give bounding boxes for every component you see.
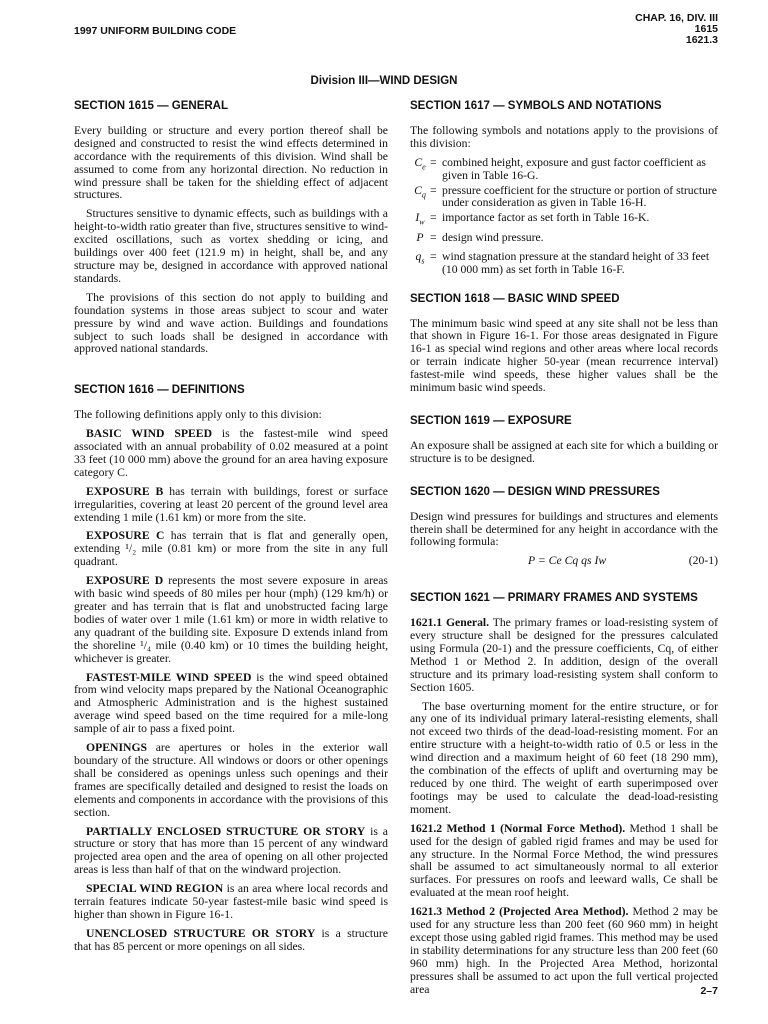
section-spacer [74,362,388,384]
definition-term: OPENINGS [86,741,148,755]
definition-item [74,428,388,480]
right-column [410,100,718,1003]
definition-text: is the fastest-mile wind speed associated with an annual probability of 0.02 measured at a point 33 feet (10 000 mm) above the ground for an area having exposure category C. [74,427,388,479]
section-spacer [410,401,718,415]
definition-text: is the wind speed obtained from wind velocity maps prepared by the National Oceanographic and Atmospheric Administration and is the highest sustained average wind speed based on the time required for a mile-long sample of air to pass a fixed point. [74,670,388,736]
section-1615-heading: SECTION 1615 — GENERAL [74,100,229,112]
section-spacer [410,279,718,293]
header-chapter: CHAP. 16, DIV. III [635,12,718,24]
left-column [74,100,388,960]
definitions-intro: The following definitions apply only to this division: [74,408,322,422]
symbol: P [416,230,424,244]
division-title: Division III—WIND DESIGN [310,75,458,87]
subsection-title: 1621.1 General. [410,616,490,630]
section-1615-paragraph: Structures sensitive to dynamic effects, such as buildings with a height-to-width ratio greater than five, structures sensitive to wind-excited oscillations, such as vortex shedding or icing, and buildings over 400 feet (121.9 m) in height, shall be, and any structure may be, designed in accordance with approved national standards. [74,207,388,285]
definition-text: represents the most severe exposure in areas with basic wind speeds of 80 miles per hour (mph) (129 km/h) or greater and has terrain that is flat and unobstructed facing large bodies of water over 1 mile (1.61 km) or more in width relative to any quadrant of the building site. Exposure D extends inland from the shoreline ¹/₄ mile (0.40 km) or 10 times the building height, whichever is greater. [74,574,388,665]
definition-term: FASTEST-MILE WIND SPEED [86,670,252,684]
definition-term: BASIC WIND SPEED [86,427,213,441]
section-1620-paragraph: Design wind pressures for buildings and structures and elements therein shall be determined for any height in accordance with the following formula: [410,509,718,549]
definition-term: EXPOSURE C [86,529,165,543]
subsection-title: 1621.3 Method 2 (Projected Area Method). [410,905,629,919]
section-1617-heading: SECTION 1617 — SYMBOLS AND NOTATIONS [410,100,662,112]
symbol-row [410,157,718,183]
symbol-description: importance factor as set forth in Table 16-K. [442,211,650,225]
section-1619-heading: SECTION 1619 — EXPOSURE [410,414,572,427]
equals-sign: = [430,183,437,197]
equals-sign: = [430,230,437,244]
definition-item [74,742,388,819]
definition-item [74,575,388,665]
definition-term: SPECIAL WIND REGION [86,882,224,896]
definition-item [74,486,388,525]
definition-term: EXPOSURE D [86,574,164,588]
header-section-end: 1621.3 [685,34,718,46]
definition-item [74,826,388,878]
symbol: $q_s$ [415,249,425,266]
symbol: $C_e$ [414,155,426,172]
definition-term: PARTIALLY ENCLOSED STRUCTURE OR STORY [86,824,366,838]
section-1615-paragraph: Every building or structure and every portion thereof shall be designed and constructed to resist the wind effects determined in accordance with the requirements of this division. Wind shall be assumed to come from any horizontal direction. No reduction in wind pressure shall be taken for the shielding effect of adjacent structures. [74,123,388,202]
formula-20-1 [410,555,718,568]
symbols-intro: The following symbols and notations apply to the provisions of this division: [410,123,718,150]
subsection-title: 1621.2 Method 1 (Normal Force Method). [410,821,626,835]
definition-term: UNENCLOSED STRUCTURE OR STORY [86,926,316,940]
section-spacer [410,578,718,592]
symbol-description: design wind pressure. [442,230,544,244]
equals-sign: = [430,211,437,225]
subsection-text: Method 2 may be used for any structure less than 200 feet (60 960 mm) in height except those using gabled rigid frames. This method may be used in stability determinations for any structure less than 200 feet (60 960 mm) high. In the Projected Area Method, horizontal pressures shall be assumed to act upon the full vertical projected area [410,905,718,996]
subsection-1621-1 [410,617,718,694]
symbol-row [410,232,718,249]
definition-text: is an area where local records and terrain features indicate 50-year fastest-mile basic wind speed is higher than shown in Figure 16-1. [74,882,388,921]
symbol-description: pressure coefficient for the structure or portion of structure under consideration as given in Table 16-H. [442,183,717,210]
definition-item [74,672,388,737]
section-1616-heading: SECTION 1616 — DEFINITIONS [74,384,245,397]
section-1618-paragraph: The minimum basic wind speed at any site shall not be less than that shown in Figure 16-1. For those areas designated in Figure 16-1 as special wind regions and other areas where local records or terrain indicate higher 50-year (mean recurrence interval) fastest-mile wind speeds, these higher values shall be the minimum basic wind speeds. [410,316,718,395]
section-1620-heading: SECTION 1620 — DESIGN WIND PRESSURES [410,485,660,498]
equals-sign: = [430,155,437,169]
subsection-1621-2 [410,823,718,900]
section-1621-paragraph: The base overturning moment for the entire structure, or for any one of its individual primary lateral-resisting elements, shall not exceed two thirds of the dead-load-resisting moment. For an entire structure with a height-to-width ratio of 0.5 or less in the wind direction and a maximum height of 60 feet (18 290 mm), the combination of the effects of uplift and overturning may be reduced by one third. The weight of earth superimposed over footings may be used to calculate the dead-load-resisting moment. [410,699,718,816]
section-1615-paragraph: The provisions of this section do not apply to building and foundation systems in those areas subject to scour and water pressure by wind and wave action. Buildings and foundations subject to such loads shall be designed in accordance with approved national standards. [74,290,388,356]
section-spacer [410,472,718,486]
formula-expression: P = Ce Cq qs Iw [528,554,607,568]
section-1619-paragraph: An exposure shall be assigned at each site for which a building or structure is to be designed. [410,438,718,465]
symbol-description: wind stagnation pressure at the standard height of 33 feet (10 000 mm) as set forth in Table 16-F. [442,249,710,276]
definition-item [74,530,388,569]
symbol-row [410,251,718,277]
section-1621-heading: SECTION 1621 — PRIMARY FRAMES AND SYSTEMS [410,592,698,605]
definition-term: EXPOSURE B [86,484,164,498]
symbol-row [410,185,718,211]
formula-number: (20-1) [688,554,718,568]
subsection-text: The primary frames or load-resisting system of every structure shall be designed for the pressures calculated using Formula (20-1) and the pressure coefficients, Cq, of either Method 1 or Method 2. In addition, design of the overall structure and its primary load-resisting system shall conform to Section 1605. [410,616,718,694]
definition-item [74,883,388,922]
definition-text: are apertures or holes in the exterior wall boundary of the structure. All windows or doors or other openings shall be considered as openings unless such openings and their frames are specifically detailed and designed to resist the loads on elements and components in accordance with the provisions of this section. [74,741,388,819]
running-header-section-refs [635,13,718,46]
symbol-description: combined height, exposure and gust factor coefficient as given in Table 16-G. [442,155,706,182]
subsection-1621-3 [410,906,718,996]
definition-text: has terrain with buildings, forest or surface irregularities, covering at least 20 percent of the ground level area extending 1 mile (1.61 km) or more from the site. [74,484,388,524]
running-header-code: 1997 UNIFORM BUILDING CODE [74,25,237,37]
definition-item [74,928,388,954]
header-section-start: 1615 [694,23,718,35]
definition-text: is a structure or story that has more than 15 percent of any windward projected area open and the area of opening on all other projected areas is less than half of that on the windward projection. [74,824,388,877]
page-number: 2–7 [700,985,718,997]
symbol-row [410,212,718,229]
symbol: $C_q$ [414,183,426,199]
section-1618-heading: SECTION 1618 — BASIC WIND SPEED [410,292,620,305]
subsection-text: Method 1 shall be used for the design of gabled rigid frames and may be used for any structure. In the Normal Force Method, the wind pressures shall be assumed to act simultaneously normal to all exterior surfaces. For pressures on roofs and leeward walls, Ce shall be evaluated at the mean roof height. [410,821,718,900]
equals-sign: = [430,249,437,263]
definition-text: is a structure that has 85 percent or more openings on all sides. [74,926,388,953]
definition-text: has terrain that is flat and generally open, extending ¹/₂ mile (0.81 km) or more from the site in any full quadrant. [74,529,388,569]
symbol: $I_w$ [415,211,425,227]
